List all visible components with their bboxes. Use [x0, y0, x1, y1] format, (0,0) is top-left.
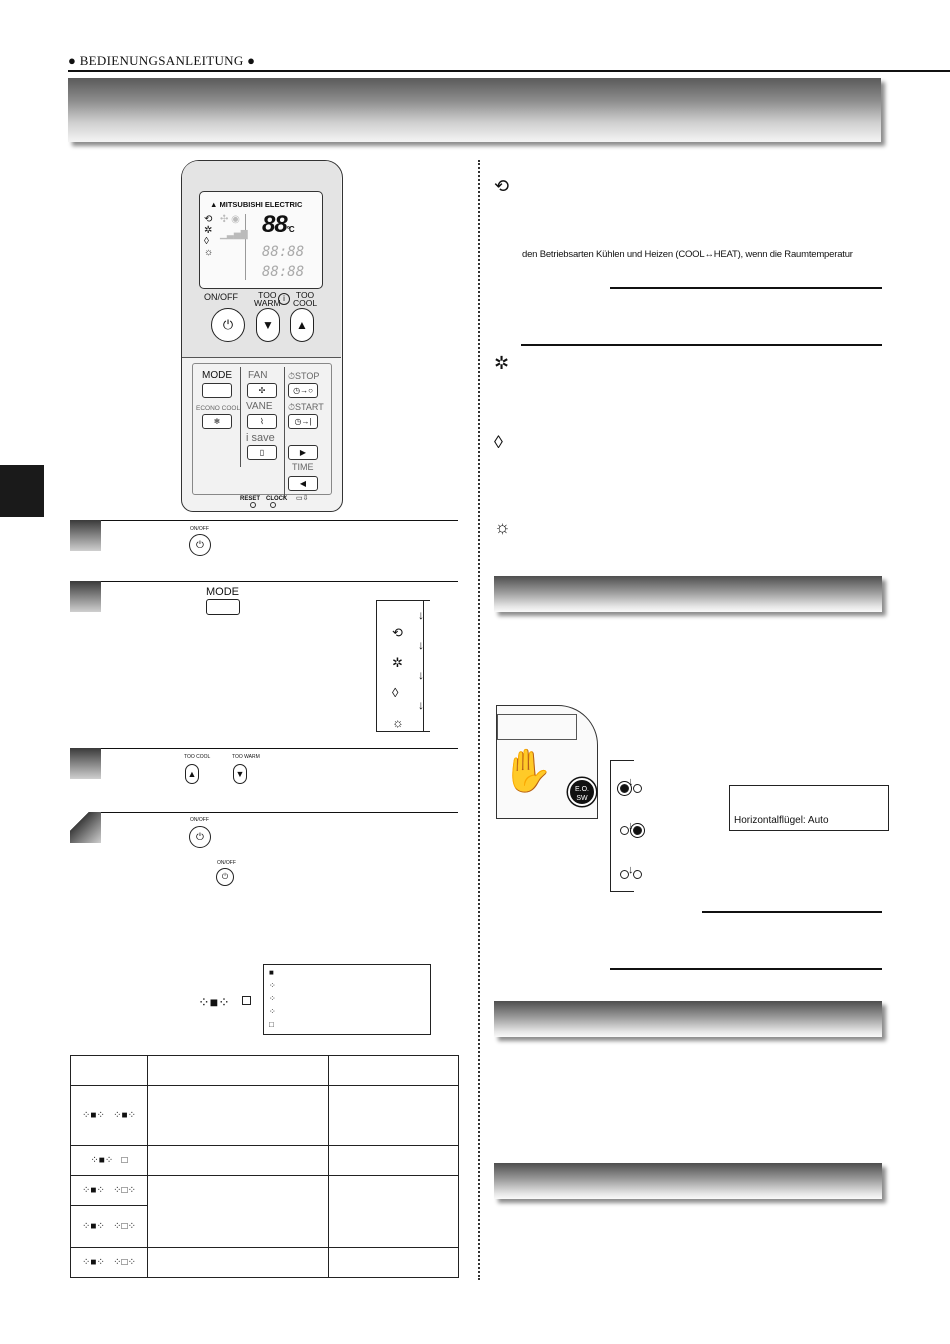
lcd-time-off: 88:88 — [262, 264, 305, 280]
mode-label: MODE — [202, 370, 232, 381]
mode-button[interactable] — [202, 383, 232, 398]
econo-cool-button[interactable] — [202, 414, 232, 429]
too-cool-button[interactable] — [290, 308, 314, 342]
time-label: TIME — [292, 462, 314, 472]
remote-controller — [181, 160, 343, 512]
step4-btn-label: ON/OFF — [190, 817, 209, 823]
auto-mode-icon: ⟲ — [392, 625, 403, 640]
heat-mode-icon: ☼ — [494, 517, 511, 537]
lamp-blink-icon: ⁘ — [269, 994, 276, 1003]
brand-label: ▲ MITSUBISHI ELECTRIC — [210, 200, 303, 209]
title-banner — [68, 78, 881, 142]
lamp-off-icon: □ — [269, 1020, 274, 1029]
step2-mode-button[interactable] — [206, 599, 240, 615]
fan-label: FAN — [248, 370, 268, 381]
vane-info-text: Horizontalflügel: Auto — [734, 815, 829, 826]
step4-small-onoff-button[interactable] — [216, 868, 234, 886]
time-up-button[interactable] — [288, 445, 318, 460]
header-rule — [68, 70, 950, 72]
lcd-mode-icons — [204, 214, 213, 258]
led-cycle-arrows — [628, 760, 634, 892]
column-divider — [478, 160, 480, 1280]
time-down-button[interactable] — [288, 476, 318, 491]
power-icon: ⏻ — [222, 317, 234, 332]
step3-warm-label: TOO WARM — [232, 754, 260, 760]
isave-icon: ▯ — [259, 448, 265, 457]
lcd-dry-icon: ◊ — [204, 236, 209, 247]
lcd-heat-icon: ☼ — [204, 247, 214, 258]
triangle-left-icon: ◀ — [299, 479, 307, 488]
right-rule-1 — [610, 287, 882, 289]
auto-mode-icon: ⟲ — [494, 176, 510, 196]
step3-too-warm-button[interactable] — [233, 764, 247, 784]
section-banner-2 — [494, 1001, 882, 1037]
step1-rule — [70, 520, 458, 521]
lcd-fan-area — [220, 214, 246, 280]
lamp-solid-icon: ■ — [269, 968, 274, 977]
mode-cycle-icons — [392, 618, 404, 738]
triangle-up-icon: ▲ — [187, 769, 197, 779]
reset-button[interactable] — [250, 502, 256, 508]
right-rule-3 — [702, 911, 882, 913]
info-icon: i — [278, 293, 290, 305]
too-warm-button[interactable] — [256, 308, 280, 342]
dry-mode-icon: ◊ — [392, 685, 399, 700]
onoff-button[interactable] — [211, 308, 245, 342]
step2-rule — [70, 581, 458, 582]
step4-rule — [70, 812, 458, 813]
heat-mode-icon: ☼ — [392, 715, 404, 730]
clock-button[interactable] — [270, 502, 276, 508]
arrow-down-icon: ↓ — [418, 638, 424, 652]
step3-marker — [70, 748, 101, 779]
arrow-down-icon: ↓ — [628, 820, 634, 832]
step1-btn-label: ON/OFF — [190, 526, 209, 532]
lamp-pair-icon: ⁘■⁘ □ — [71, 1146, 148, 1176]
fan-icon: ✣ — [258, 386, 266, 395]
led-on-icon — [633, 826, 642, 835]
right-rule-2 — [521, 344, 882, 346]
lamp-off-icon — [242, 996, 251, 1005]
mode-cycle-arrows — [418, 600, 424, 720]
right-rule-4 — [610, 968, 882, 970]
arrow-down-icon: ↓ — [628, 864, 634, 876]
step1-marker — [70, 520, 101, 551]
isave-button[interactable] — [247, 445, 277, 460]
timer-stop-button[interactable] — [288, 383, 318, 398]
step3-rule — [70, 748, 458, 749]
econo-icon: ❄ — [213, 417, 221, 426]
timer-start-button[interactable] — [288, 414, 318, 429]
step4-onoff-button[interactable] — [189, 826, 211, 848]
lcd-time-on: 88:88 — [262, 244, 305, 260]
cool-mode-icon: ✲ — [392, 655, 403, 670]
reset-label: RESET — [240, 496, 261, 502]
arrow-down-icon: ↓ — [418, 668, 424, 682]
battery-icon: ▭⇩ — [296, 495, 309, 502]
power-icon: ⏻ — [196, 539, 204, 551]
dry-mode-icon: ◊ — [494, 432, 503, 452]
panel-divider-2 — [284, 367, 285, 497]
lamp-pair-icon: ⁘■⁘ ⁘■⁘ — [71, 1086, 148, 1146]
cool-mode-icon: ✲ — [494, 353, 510, 373]
section-banner-1 — [494, 576, 882, 612]
lamp-blink-icon: ⁘ — [269, 1007, 276, 1016]
triangle-down-icon: ▼ — [262, 318, 274, 332]
lcd-cool-icon: ✲ — [204, 225, 213, 236]
lamp-pair-icon: ⁘■⁘ ⁘□⁘ — [71, 1206, 148, 1248]
lcd-fan-icon: ✣ ◉ — [220, 214, 240, 225]
step3-cool-label: TOO COOL — [184, 754, 211, 760]
vane-button[interactable] — [247, 414, 277, 429]
onoff-label: ON/OFF — [204, 292, 238, 302]
eco-sw-button[interactable]: E.O. SW — [568, 778, 596, 806]
lamp-status-table — [70, 1055, 459, 1278]
stop-label: ⏱STOP — [288, 371, 320, 381]
power-icon: ⏻ — [196, 831, 204, 843]
too-cool-label: TOO COOL — [293, 290, 318, 308]
vane-label: VANE — [246, 401, 273, 412]
panel-divider-1 — [240, 367, 241, 467]
clock-label: CLOCK — [266, 496, 288, 502]
unit-panel — [497, 714, 577, 740]
lamp-pair-icon: ⁘■⁘ ⁘□⁘ — [71, 1248, 148, 1278]
step2-btn-label: MODE — [206, 586, 239, 598]
led-off-icon — [633, 784, 642, 793]
remote-lcd — [199, 191, 323, 289]
mitsubishi-logo-icon: ▲ — [210, 200, 220, 209]
vane-icon: ⌇ — [260, 417, 264, 426]
side-tab — [0, 465, 44, 517]
led-off-icon — [633, 870, 642, 879]
too-warm-label: TOO WARM — [254, 290, 281, 308]
arrow-down-icon: ↓ — [418, 698, 424, 712]
isave-label: i save — [246, 432, 275, 444]
triangle-right-icon: ▶ — [299, 448, 307, 457]
step2-marker — [70, 581, 101, 612]
auto-mode-text: den Betriebsarten Kühlen und Heizen (COOL↔HEAT), wenn die Raumtemperatur — [522, 249, 853, 260]
step4-marker — [70, 812, 101, 843]
lamp-pattern-box — [263, 964, 431, 1035]
header-label: ● BEDIENUNGSANLEITUNG ● — [68, 53, 256, 68]
fan-button[interactable] — [247, 383, 277, 398]
triangle-down-icon: ▼ — [235, 769, 245, 779]
step1-onoff-button[interactable] — [189, 534, 211, 556]
power-icon: ⏻ — [221, 872, 229, 881]
blinking-lamp-icon: ⁘■⁘ — [198, 994, 230, 1010]
lcd-fan-bars-icon: ▁▃▅▇ — [220, 229, 248, 239]
hand-icon: ✋ — [501, 747, 554, 794]
arrow-down-icon: ↓ — [628, 776, 634, 788]
section-banner-3 — [494, 1163, 882, 1199]
econo-cool-label: ECONO COOL — [196, 405, 241, 412]
triangle-up-icon: ▲ — [296, 318, 308, 332]
step4-small-btn-label: ON/OFF — [217, 860, 236, 866]
lamp-pattern-list — [269, 966, 276, 1031]
step3-too-cool-button[interactable] — [185, 764, 199, 784]
lcd-auto-icon: ⟲ — [204, 214, 213, 225]
timer-stop-icon: ◷→○ — [293, 386, 313, 395]
lamp-pair-icon: ⁘■⁘ ⁘□⁘ — [71, 1176, 148, 1206]
timer-start-icon: ◷→| — [294, 417, 312, 426]
arrow-down-icon: ↓ — [418, 608, 424, 622]
start-label: ⏱START — [288, 402, 324, 412]
lamp-blink-icon: ⁘ — [269, 981, 276, 990]
lcd-temperature: 88°C — [262, 211, 294, 238]
